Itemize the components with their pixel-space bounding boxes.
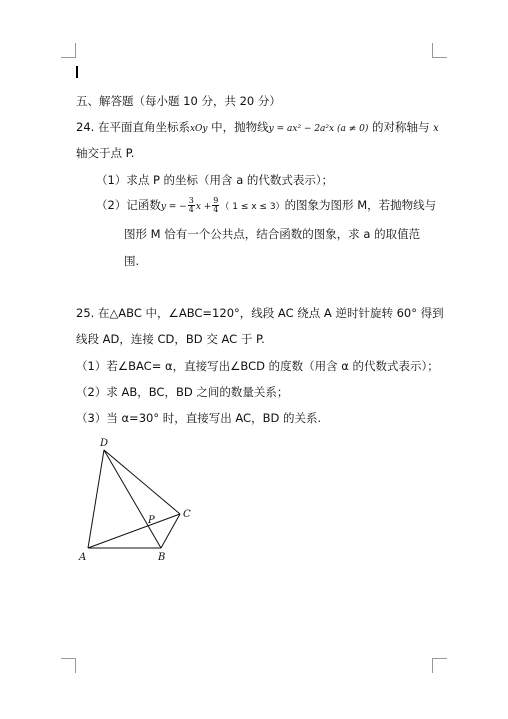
q24-stem-line2: 轴交于点 P. <box>76 146 135 160</box>
q24-parabola: y = ax² − 2a²x (a ≠ 0) <box>268 124 369 134</box>
q24-part2-line3: 围. <box>124 254 140 268</box>
q24-intro-c: 的对称轴与 <box>368 120 434 134</box>
q24-p2-b: 的图象为图形 M，若抛物线与 <box>284 198 437 212</box>
q24-x: x <box>433 123 439 134</box>
segment-DA <box>88 450 104 548</box>
q24-intro-a: 24. 在平面直角坐标系 <box>76 120 190 134</box>
fraction-9-4: $\frac{9}{4}$ <box>213 196 219 214</box>
q24-xoy: xOy <box>189 124 208 134</box>
q24-intro-b: 中，抛物线 <box>207 120 269 134</box>
margin-corner-top-left <box>61 43 76 58</box>
label-A: A <box>79 552 87 563</box>
section-title: 五、解答题（每小题 10 分，共 20 分） <box>76 94 281 108</box>
label-C: C <box>183 509 191 520</box>
segment-DC <box>104 450 180 514</box>
geometry-figure <box>72 434 202 564</box>
q24-stem-line1 <box>76 119 439 137</box>
label-P: P <box>148 515 155 526</box>
q24-func-a: y = − <box>160 202 187 212</box>
q25-stem-line1: 25. 在△ABC 中，∠ABC=120°，线段 AC 绕点 A 逆时针旋转 60° 得到 <box>76 306 444 320</box>
q25-stem-line2: 线段 AD，连接 CD，BD 交 AC 于 P. <box>76 332 265 346</box>
fraction-3-4: $\frac{3}{4}$ <box>188 196 194 214</box>
q24-part1: （1）求点 P 的坐标（用含 a 的代数式表示）； <box>96 173 334 187</box>
q24-func-b: x + <box>195 202 212 212</box>
segment-BC <box>161 514 180 548</box>
segment-DB <box>104 450 161 548</box>
margin-corner-bottom-left <box>61 658 76 673</box>
q24-part2-line1 <box>96 197 436 215</box>
q24-p2-a: （2）记函数 <box>96 198 161 212</box>
q24-part2-line2: 图形 M 恰有一个公共点，结合函数的图象，求 a 的取值范 <box>124 227 421 241</box>
margin-corner-bottom-right <box>432 658 447 673</box>
label-D: D <box>100 438 109 449</box>
q25-part3: （3）当 α=30° 时，直接写出 AC，BD 的关系. <box>76 411 322 425</box>
q25-part1: （1）若∠BAC= α，直接写出∠BCD 的度数（用含 α 的代数式表示）； <box>76 359 439 373</box>
text-cursor <box>76 66 78 78</box>
margin-corner-top-right <box>432 43 447 58</box>
q24-range: （ 1 ≤ x ≤ 3） <box>220 202 285 212</box>
label-B: B <box>158 552 166 563</box>
q25-part2: （2）求 AB，BC，BD 之间的数量关系； <box>76 385 289 399</box>
segment-AC <box>88 514 180 548</box>
